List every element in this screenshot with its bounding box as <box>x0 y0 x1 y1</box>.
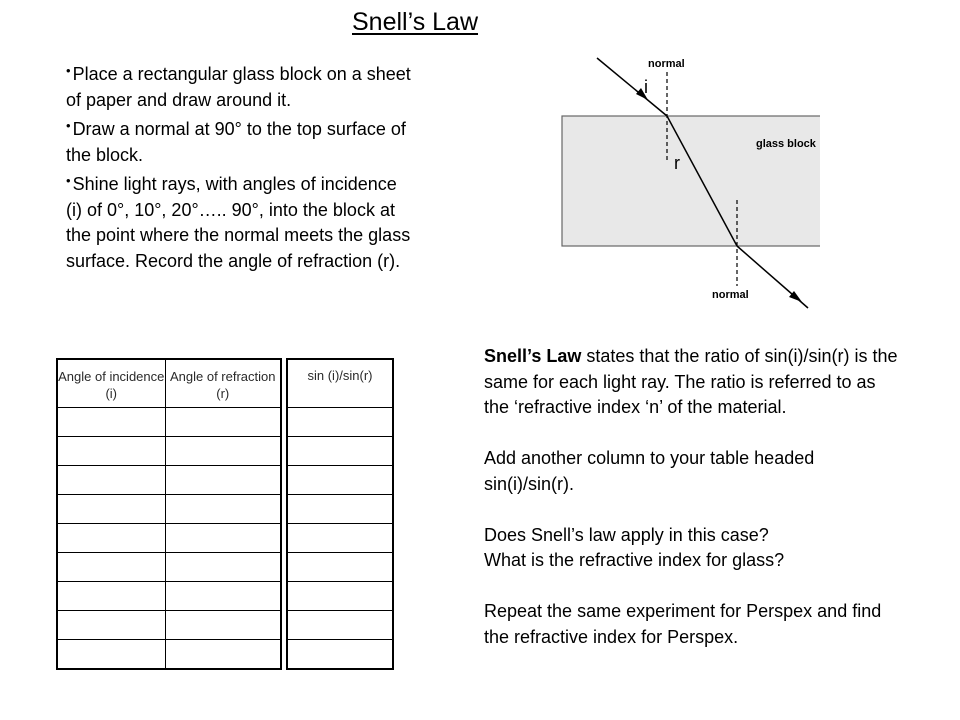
table-cell[interactable] <box>165 610 281 639</box>
table-cell[interactable] <box>287 639 393 669</box>
table-row <box>57 639 281 669</box>
table-cell[interactable] <box>57 494 165 523</box>
instruction-item <box>66 113 416 168</box>
table-cell[interactable] <box>287 465 393 494</box>
results-table <box>56 358 282 670</box>
table-row <box>57 523 281 552</box>
table-row <box>57 494 281 523</box>
table-cell[interactable] <box>57 407 165 436</box>
snells-law-bold: Snell’s Law <box>484 346 582 366</box>
table-cell[interactable] <box>165 436 281 465</box>
table-cell[interactable] <box>287 523 393 552</box>
table-cell[interactable] <box>165 465 281 494</box>
table-row <box>287 581 393 610</box>
normal-label-bottom: normal <box>712 289 749 301</box>
table-cell[interactable] <box>165 494 281 523</box>
table-cell[interactable] <box>165 552 281 581</box>
bullet-icon: • <box>66 173 71 188</box>
repeat-instruction: Repeat the same experiment for Perspex and find the refractive index for Perspex. <box>484 601 882 647</box>
info-text-block <box>484 344 904 650</box>
table-cell[interactable] <box>57 581 165 610</box>
normal-label-top: normal <box>648 58 685 70</box>
table-cell[interactable] <box>57 436 165 465</box>
instruction-text: Place a rectangular glass block on a sheet of paper and draw around it. <box>66 64 411 110</box>
table-row <box>287 523 393 552</box>
bullet-icon: • <box>66 63 71 78</box>
table-cell[interactable] <box>165 523 281 552</box>
table-cell[interactable] <box>57 610 165 639</box>
table-row <box>287 494 393 523</box>
bullet-icon: • <box>66 118 71 133</box>
instruction-item <box>66 168 416 274</box>
table-row <box>57 581 281 610</box>
instruction-text: Shine light rays, with angles of incidence (i) of 0°, 10°, 20°….. 90°, into the block at the point where the normal meets the glass surface. Record the angle of refraction (r). <box>66 174 411 271</box>
table-cell[interactable] <box>165 639 281 669</box>
table-cell[interactable] <box>287 581 393 610</box>
table-cell[interactable] <box>287 552 393 581</box>
table-cell[interactable] <box>287 494 393 523</box>
table-cell[interactable] <box>165 581 281 610</box>
table-row <box>57 610 281 639</box>
table-cell[interactable] <box>57 639 165 669</box>
table-cell[interactable] <box>287 436 393 465</box>
table-cell[interactable] <box>57 465 165 494</box>
table-row <box>287 639 393 669</box>
table-cell[interactable] <box>287 610 393 639</box>
table-row <box>287 407 393 436</box>
header-angle-refraction: Angle of refraction (r) <box>165 359 281 407</box>
table-row <box>287 436 393 465</box>
table-row <box>287 465 393 494</box>
ratio-table <box>286 358 394 670</box>
table-row <box>57 552 281 581</box>
table-row <box>57 407 281 436</box>
instruction-item <box>66 58 416 113</box>
table-row <box>287 552 393 581</box>
question-refractive-index: What is the refractive index for glass? <box>484 550 785 570</box>
angle-r-label: r <box>674 153 680 173</box>
snells-law-statement <box>484 344 904 421</box>
glass-block-label: glass block <box>756 138 816 150</box>
header-angle-incidence: Angle of incidence (i) <box>57 359 165 407</box>
table-row <box>287 610 393 639</box>
instructions-list <box>66 58 416 274</box>
add-column-instruction: Add another column to your table headed sin(i)/sin(r). <box>484 448 815 494</box>
table-cell[interactable] <box>57 552 165 581</box>
page-title: Snell’s Law <box>352 8 479 36</box>
instruction-text: Draw a normal at 90° to the top surface of the block. <box>66 119 406 165</box>
snells-law-text: states that the ratio of sin(i)/sin(r) is the same for each light ray. The ratio is referred to as the ‘refractive index ‘n’ of the material. <box>484 346 898 417</box>
glass-block <box>562 116 820 246</box>
question-snells-law: Does Snell’s law apply in this case? <box>484 524 769 545</box>
table-cell[interactable] <box>287 407 393 436</box>
table-cell[interactable] <box>165 407 281 436</box>
refraction-diagram <box>560 40 820 320</box>
table-row <box>57 436 281 465</box>
angle-i-label: i <box>644 77 648 97</box>
header-sin-ratio: sin (i)/sin(r) <box>287 359 393 407</box>
table-row <box>57 465 281 494</box>
table-cell[interactable] <box>57 523 165 552</box>
